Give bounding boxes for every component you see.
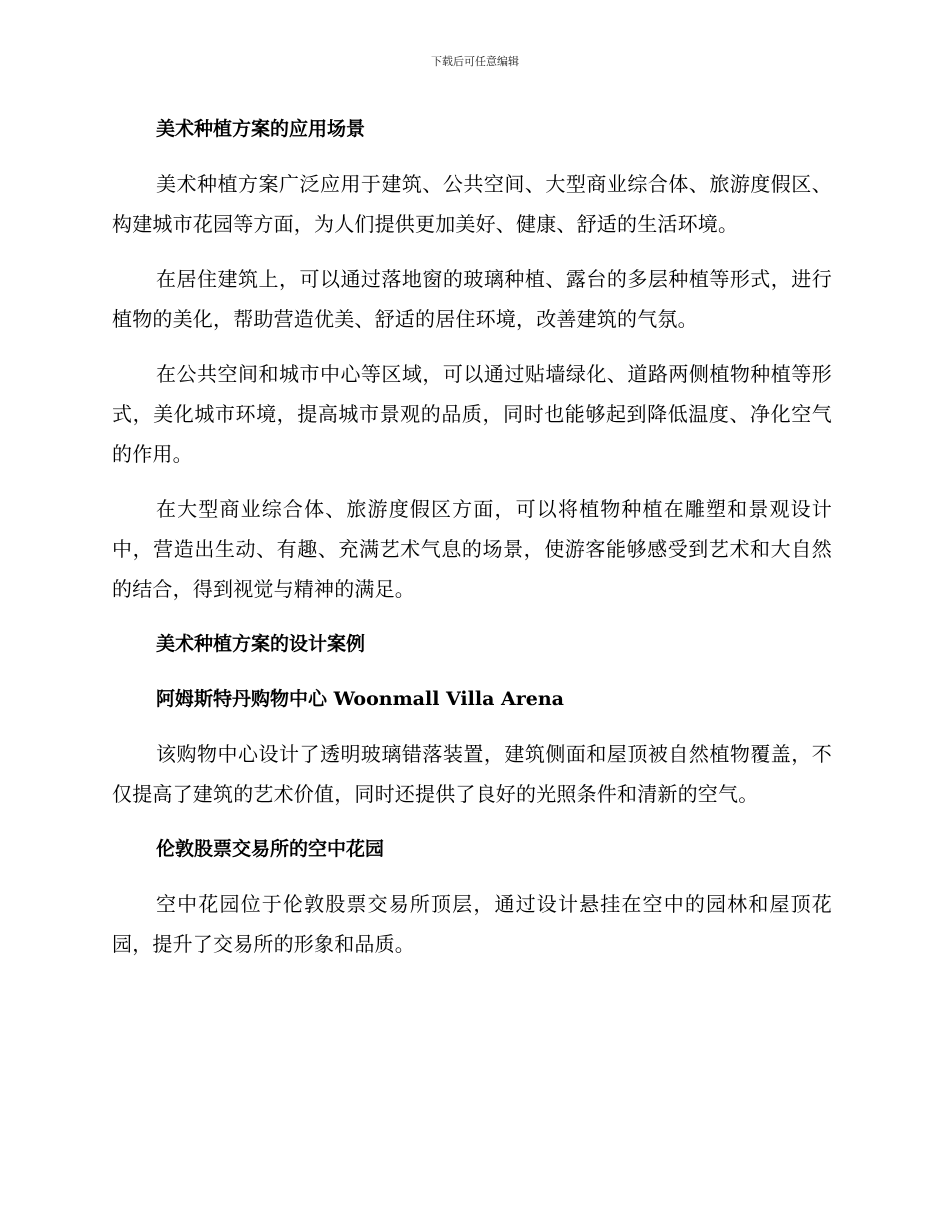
- paragraph-london: 空中花园位于伦敦股票交易所顶层，通过设计悬挂在空中的园林和屋顶花园，提升了交易所的形象和品质。: [112, 892, 832, 956]
- paragraph-public-space: 在公共空间和城市中心等区域，可以通过贴墙绿化、道路两侧植物种植等形式，美化城市环境，提高城市景观的品质，同时也能够起到降低温度、净化空气的作用。: [112, 362, 832, 466]
- paragraph-amsterdam: 该购物中心设计了透明玻璃错落装置，建筑侧面和屋顶被自然植物覆盖，不仅提高了建筑的艺术价值，同时还提供了良好的光照条件和清新的空气。: [112, 742, 832, 806]
- paragraph-commercial: 在大型商业综合体、旅游度假区方面，可以将植物种植在雕塑和景观设计中，营造出生动、有趣、充满艺术气息的场景，使游客能够感受到艺术和大自然的结合，得到视觉与精神的满足。: [112, 497, 832, 601]
- case-heading-amsterdam: 阿姆斯特丹购物中心 Woonmall Villa Arena: [156, 688, 564, 710]
- paragraph-residential: 在居住建筑上，可以通过落地窗的玻璃种植、露台的多层种植等形式，进行植物的美化，帮助营造优美、舒适的居住环境，改善建筑的气氛。: [112, 267, 832, 331]
- section-heading-application-scenarios: 美术种植方案的应用场景: [156, 118, 366, 140]
- case-heading-london: 伦敦股票交易所的空中花园: [156, 838, 385, 860]
- page-header: 下载后可任意编辑: [431, 55, 519, 68]
- section-heading-design-cases: 美术种植方案的设计案例: [156, 633, 366, 655]
- document-body: [112, 109, 832, 979]
- paragraph-overview: 美术种植方案广泛应用于建筑、公共空间、大型商业综合体、旅游度假区、构建城市花园等方面，为人们提供更加美好、健康、舒适的生活环境。: [112, 172, 832, 236]
